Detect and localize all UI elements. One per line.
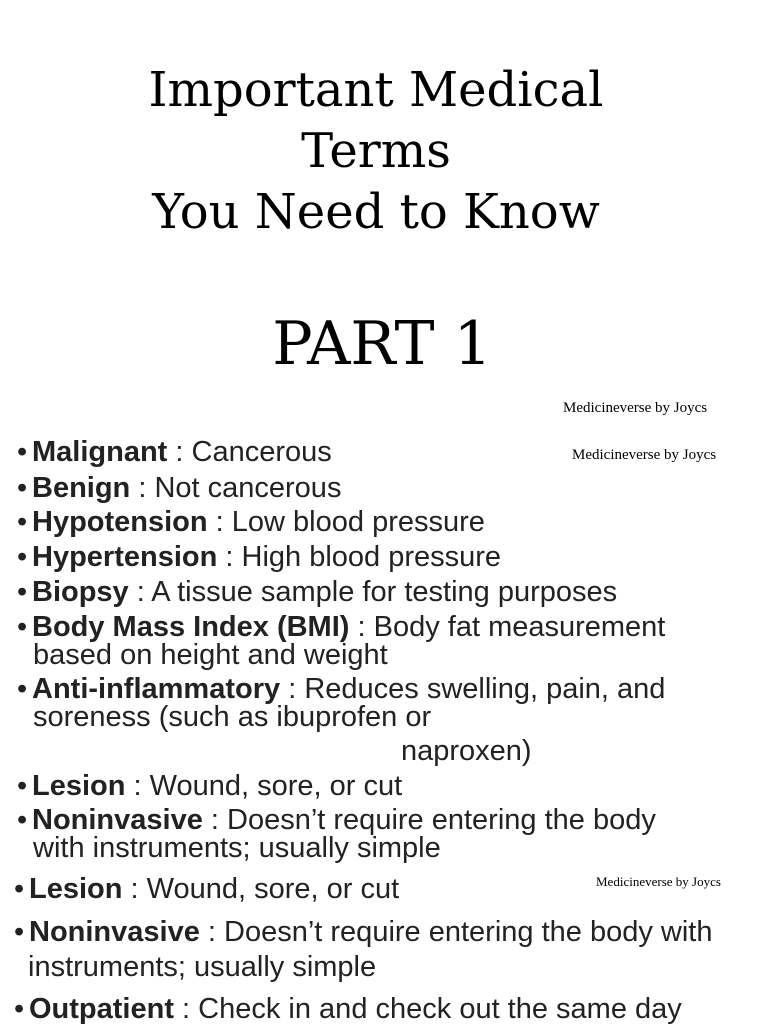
bullet: • (17, 804, 28, 836)
definition: Not cancerous (154, 472, 342, 504)
list-item (17, 806, 656, 834)
bullet: • (14, 873, 25, 905)
term: Body Mass Index (BMI) (32, 611, 350, 643)
part-heading: PART 1 (272, 309, 492, 379)
title-line-3: You Need to Know (152, 184, 600, 240)
separator: : (349, 611, 374, 643)
list-item (17, 438, 332, 466)
separator: : (207, 506, 232, 538)
bullet: • (17, 611, 28, 643)
separator: : (199, 916, 225, 948)
list-item (17, 772, 402, 800)
definition-continued: naproxen) (401, 735, 532, 767)
term: Outpatient (29, 993, 174, 1025)
bullet: • (17, 541, 28, 573)
bullet: • (17, 436, 28, 468)
separator: : (128, 576, 152, 608)
definition-continued: soreness (such as ibuprofen or (33, 701, 432, 733)
separator: : (167, 436, 192, 468)
list-item (17, 543, 501, 571)
bullet: • (17, 506, 28, 538)
separator: : (202, 804, 228, 836)
separator: : (130, 472, 155, 504)
definition-continued: with instruments; usually simple (33, 832, 441, 864)
list-item (17, 675, 665, 703)
list-item (17, 578, 617, 606)
term: Malignant (32, 436, 168, 468)
title-line-1: Important Medical (148, 62, 604, 118)
term: Benign (32, 472, 131, 504)
list-item (17, 474, 341, 502)
definition-continued: based on height and weight (33, 639, 388, 671)
bullet: • (17, 576, 28, 608)
definition: Reduces swelling, pain, and (304, 673, 666, 705)
watermark-text: Medicineverse by Joycs (572, 447, 717, 463)
bullet: • (17, 770, 28, 802)
term: Lesion (29, 873, 123, 905)
definition: High blood pressure (241, 541, 502, 573)
separator: : (125, 770, 150, 802)
list-item (17, 613, 665, 641)
definition: Cancerous (191, 436, 332, 468)
list-item (14, 874, 399, 904)
list-item (14, 917, 712, 947)
definition: Doesn’t require entering the body with (224, 916, 713, 948)
bullet: • (14, 993, 25, 1025)
watermark-text: Medicineverse by Joycs (596, 874, 721, 889)
term: Anti-inflammatory (32, 673, 281, 705)
list-item (17, 508, 485, 536)
list-item (14, 994, 682, 1024)
definition: Check in and check out the same day (198, 993, 682, 1025)
term: Hypertension (32, 541, 218, 573)
watermark-text: Medicineverse by Joycs (563, 400, 708, 416)
term: Hypotension (32, 506, 208, 538)
term: Noninvasive (29, 916, 200, 948)
definition: Low blood pressure (231, 506, 485, 538)
term: Biopsy (32, 576, 129, 608)
bullet: • (14, 916, 25, 948)
definition: Doesn’t require entering the body (227, 804, 656, 836)
separator: : (217, 541, 242, 573)
separator: : (280, 673, 305, 705)
definition: A tissue sample for testing purposes (151, 576, 618, 608)
bullet: • (17, 472, 28, 504)
page-title (0, 60, 752, 243)
definition: Wound, sore, or cut (146, 873, 400, 905)
title-line-2: Terms (301, 123, 451, 179)
definition-continued: instruments; usually simple (28, 951, 377, 983)
separator: : (122, 873, 147, 905)
term: Lesion (32, 770, 126, 802)
separator: : (174, 993, 199, 1025)
bullet: • (17, 673, 28, 705)
definition: Wound, sore, or cut (149, 770, 403, 802)
definition: Body fat measurement (373, 611, 666, 643)
term: Noninvasive (32, 804, 203, 836)
